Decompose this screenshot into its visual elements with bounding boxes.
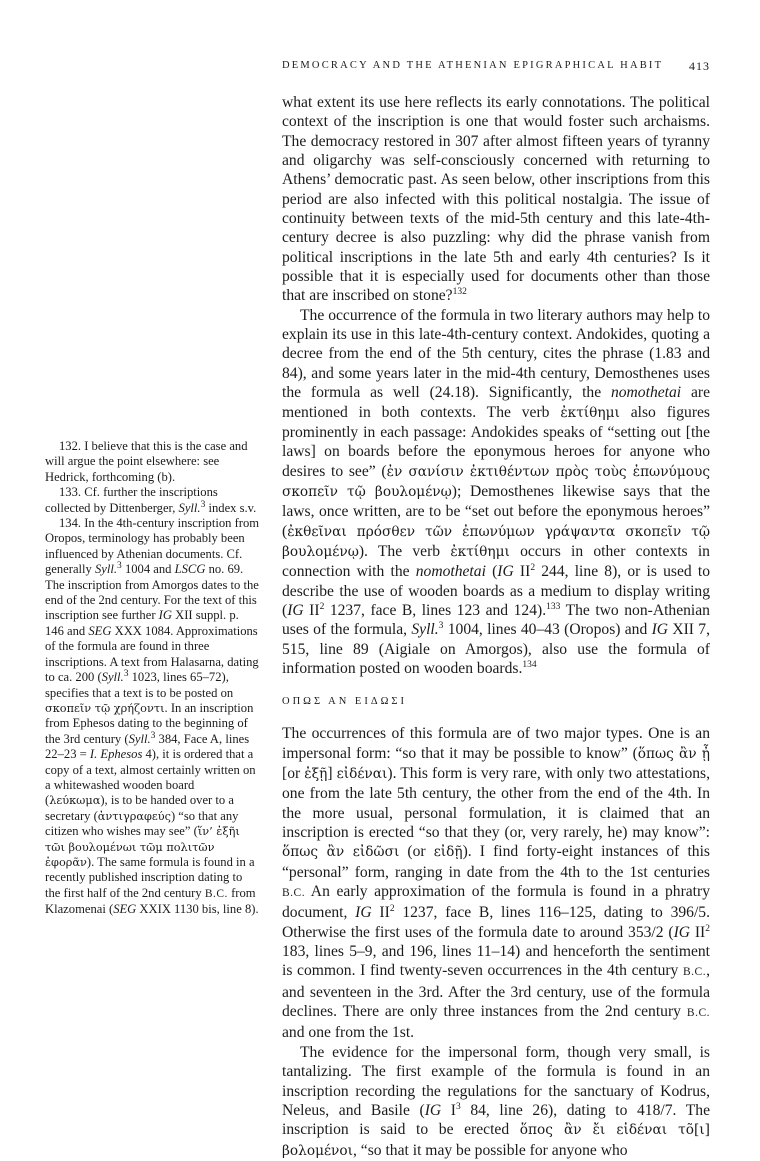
text-run: ( — [485, 563, 498, 581]
italic-term: IG — [424, 1101, 442, 1119]
italic-term: IG — [651, 621, 669, 639]
text-run: , and seventeen in the 3rd. After the 3rd century, use of the formula declines. There are only three instances from the 2nd century — [282, 962, 710, 1021]
text-run: 1004, lines 40–43 (Oropos) and — [443, 621, 652, 639]
text-run: ), is to be handed over to a secretary ( — [45, 793, 234, 823]
text-run: 244, line 8), or is used to describe the use of wooden boards as a medium to display writing ( — [282, 563, 710, 619]
text-run: [or — [282, 765, 305, 782]
italic-term: nomothetai — [610, 384, 682, 402]
text-run: index s.v. — [205, 500, 257, 515]
footnote-134 — [45, 516, 260, 918]
running-title: DEMOCRACY AND THE ATHENIAN EPIGRAPHICAL HABIT — [282, 60, 664, 71]
footnote-133 — [45, 485, 260, 516]
paragraph-2 — [282, 306, 710, 679]
text-run: I — [441, 1101, 456, 1119]
text-run: ). This form is very rare, with only two attestations, one from the late 5th century, the other from the end of the 4th. In the more usual, personal formulation, it is claimed that an inscription is erected “so that they (or, very rarely, he) may know”: — [282, 765, 711, 842]
paragraph-1 — [282, 93, 710, 306]
text-run: 84, line 26), dating to 418/7. The inscription is said to be erected — [282, 1101, 710, 1139]
text-run: XXX 1084. Approximations of the formula are found in three inscriptions. A text from Halasarna, dating to ca. 200 ( — [45, 623, 259, 685]
text-run: The occurrences of this formula are of two major types. One is an impersonal form: “so that it may be possible to know” ( — [282, 725, 710, 762]
text-run: XII suppl. p. 146 and — [45, 608, 239, 638]
text-run: I believe that this is the case and will argue the point elsewhere: see Hedrick, forthcoming (b). — [45, 439, 248, 484]
greek-text: ἐκτίθημι — [560, 404, 620, 421]
greek-text: ἐκτίθημι — [450, 543, 510, 560]
text-run: An early approximation of the formula is found in a phratry document, — [282, 883, 710, 922]
text-run: ). I find forty-eight instances of this “personal” form, ranging in date from the 4th to the 1st centuries — [282, 843, 710, 881]
text-run: what extent its use here reflects its early connotations. The political context of the inscription is one that would foster such archaisms. The democracy restored in 307 after almost fifteen years of tyranny and oligarchy was self-consciously concerned with returning to Athens’ democratic past. As seen below, other inscriptions from this period are also infected with this political nostalgia. The issue of continuity between texts of the mid-5th century and this late-4th-century decree is also puzzling: why did the phrase vanish from political inscriptions in the late 5th and early 4th centuries? Is it possible that it is especially used for documents other than those that are inscribed on stone? — [282, 94, 710, 305]
text-run: and one from the 1st. — [282, 1024, 415, 1042]
text-run: no. 69. The inscription from Amorgos dates to the end of the 2nd century. For the text of this inscription see further — [45, 562, 259, 623]
footnote-ref-133: 133 — [546, 601, 561, 612]
text-run: 1004 and — [121, 562, 175, 577]
running-head — [282, 58, 710, 74]
text-run: II — [303, 601, 320, 619]
text-run: ). The same formula is found in a recently published inscription dating to the first half of the 2nd century — [45, 854, 255, 900]
superscript: 3 — [455, 1101, 461, 1112]
footnote-number: 132. — [59, 439, 82, 453]
greek-text: σκοπεῖν τῷ χρήζοντι — [45, 701, 165, 715]
greek-text: ἵν’ ἐξῆι τῶι βουλομένωι τῶμ πολιτῶν ἐφορᾶν — [45, 825, 240, 869]
text-run: ). The verb — [358, 542, 451, 560]
greek-text: λεύκωμα — [49, 794, 101, 808]
superscript: 2 — [530, 563, 536, 574]
footnote-ref-132: 132 — [452, 287, 467, 298]
text-run: occurs in other contexts in connection with the — [282, 542, 710, 581]
italic-term: LSCG — [174, 562, 206, 577]
italic-term: Syll. — [95, 562, 118, 577]
text-run: II — [371, 904, 390, 922]
superscript: 3 — [117, 561, 122, 572]
italic-term: nomothetai — [415, 563, 486, 581]
text-run: ) “so that any citizen who wishes may see” ( — [45, 808, 239, 839]
text-run: 4), it is ordered that a copy of a text, almost certainly written on a whitewashed wooden board ( — [45, 747, 256, 808]
superscript: 2 — [705, 923, 710, 934]
small-caps-era: B.C. — [683, 966, 707, 979]
superscript: 3 — [438, 621, 444, 632]
greek-text: ὅπως ἂν ᾖ — [637, 745, 711, 762]
text-run: 384, Face A, lines 22–23 = — [45, 731, 250, 762]
text-run: The evidence for the impersonal form, though very small, is tantalizing. The first example of the formula is found in an inscription recording the regulations for the sanctuary of Kodrus, Neleus, and Basile ( — [282, 1043, 710, 1119]
superscript: 3 — [200, 499, 206, 510]
footnote-number: 134. — [59, 516, 82, 531]
italic-term: SEG — [113, 902, 137, 917]
text-run: The occurrence of the formula in two literary authors may help to explain its use in this late-4th-century context. Andokides, quoting a decree from the end of the 5th century, cites the phrase (1.83 and 84), and some years later in the mid-4th century, Demosthenes uses the formula as well (24.18). Significantly, the — [282, 306, 710, 402]
text-run: ); Demosthenes likewise says that the laws, once written, are to be “set out before the eponymous heroes” ( — [282, 482, 710, 540]
text-run: 183, lines 5–9, and 196, lines 11–14) and henceforth the sentiment is common. I find twenty-seven occurrences in the 4th century — [282, 943, 710, 980]
section-heading: ΟΠΩΣ ΑΝ ΕΙΔΩΣΙ — [282, 696, 407, 708]
italic-term: IG — [158, 608, 172, 623]
text-run: 1237, face B, lines 123 and 124). — [324, 601, 547, 619]
text-run: . In an inscription from Ephesos dating to the beginning of the 3rd century ( — [45, 700, 254, 746]
greek-text: ἐν σανίσιν ἐκτιθέντων πρὸς τοὺς ἐπωνύμους σκοπεῖν τῷ βουλομένῳ — [282, 463, 710, 500]
superscript: 2 — [389, 904, 395, 915]
greek-text: εἰδῇ — [433, 844, 463, 861]
text-run: Cf. further the inscriptions collected by Dittenberger, — [45, 485, 218, 515]
main-text-column — [282, 93, 710, 1161]
small-caps-era: B.C. — [686, 1007, 710, 1020]
text-run: 1023, lines 65–72), specifies that a text is to be posted on — [45, 670, 234, 700]
superscript: 3 — [150, 730, 156, 741]
greek-text: ἐκθεῖναι πρόσθεν τῶν ἐπωνύμων γράψαντα σκοπεῖν τῷ βουλομένῳ — [282, 523, 710, 560]
italic-term: I. Ephesos — [89, 747, 143, 762]
greek-text: ὅπως ἂν εἰδῶσι — [282, 844, 400, 861]
italic-term: Syll. — [128, 731, 151, 746]
paragraph-4 — [282, 1043, 710, 1161]
small-caps-era: B.C. — [282, 887, 306, 900]
text-run: II — [513, 563, 531, 581]
greek-text: ἀντιγραφεύς — [97, 809, 171, 823]
text-run: In the 4th-century inscription from Oropos, terminology has probably been influenced by Athenian documents. Cf. generally — [45, 516, 260, 577]
footnotes — [45, 439, 260, 918]
small-caps-era: B.C. — [204, 887, 228, 900]
italic-term: IG — [355, 904, 372, 922]
italic-term: SEG — [88, 623, 112, 638]
italic-term: Syll. — [178, 500, 201, 515]
page-number: 413 — [689, 59, 710, 73]
footnote-ref-134: 134 — [522, 659, 537, 670]
greek-text: ἐξῇ — [304, 766, 328, 782]
italic-term: Syll. — [411, 621, 439, 639]
text-run: are mentioned in both contexts. The verb — [282, 384, 710, 421]
text-run: also figures prominently in each passage: Andokides speaks of “setting out [the laws] on boards before the eponymous heroes for anyone who desires to see” ( — [282, 403, 710, 480]
footnote-132 — [45, 439, 260, 485]
text-run: ] — [327, 765, 337, 782]
paragraph-3 — [282, 724, 710, 1043]
footnote-number: 133. — [59, 485, 82, 500]
text-run: (or — [399, 843, 434, 861]
italic-term: IG — [497, 563, 514, 581]
text-run: 1237, face B, lines 116–125, dating to 396/5. Otherwise the first uses of the formula date to around 353/2 ( — [282, 904, 710, 941]
text-run: , “so that it may be possible for anyone who — [352, 1141, 628, 1159]
text-run: from Klazomenai ( — [45, 885, 256, 917]
greek-text: ὅπος ἂν ἔι εἰδέναι τõ[ι] βολομένοι — [282, 1122, 711, 1159]
greek-text: εἰδέναι — [336, 766, 388, 782]
italic-term: IG — [287, 601, 304, 619]
text-run: II — [690, 923, 706, 941]
text-run: XII 7, 515, line 89 (Aigiale on Amorgos), also use the formula of information posted on wooden boards. — [282, 621, 710, 677]
text-run: The two non-Athenian uses of the formula, — [282, 601, 710, 639]
italic-term: IG — [673, 923, 691, 941]
text-run: XXIX 1130 bis, line 8). — [136, 902, 259, 917]
superscript: 2 — [319, 601, 325, 612]
superscript: 3 — [123, 668, 129, 679]
italic-term: Syll. — [101, 670, 124, 685]
